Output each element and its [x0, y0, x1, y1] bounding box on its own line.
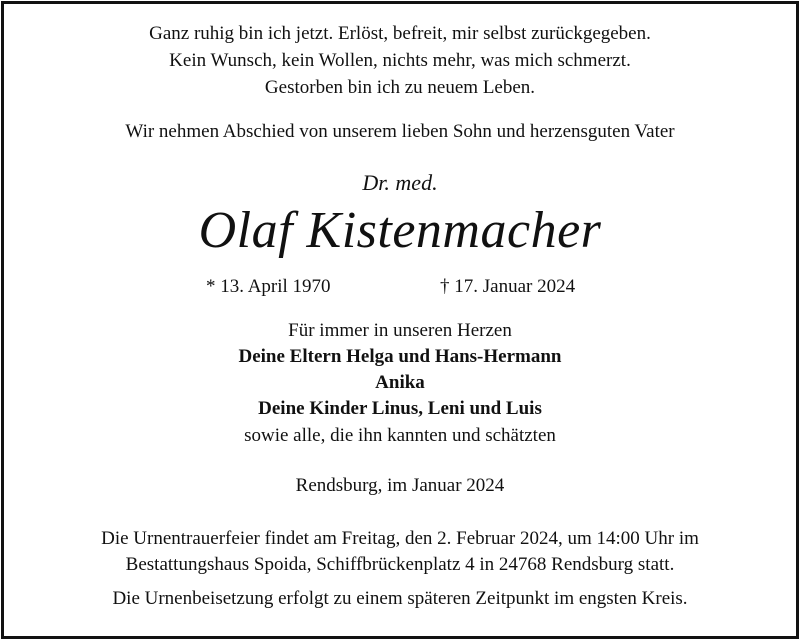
burial-note: Die Urnenbeisetzung erfolgt zu einem späteren Zeitpunkt im engsten Kreis.	[112, 588, 688, 609]
poem-line-3: Gestorben bin ich zu neuem Leben.	[264, 77, 536, 98]
birth-date: * 13. April 1970	[206, 276, 331, 297]
mourners-line-1: Für immer in unseren Herzen	[288, 320, 512, 341]
poem-line-2: Kein Wunsch, kein Wollen, nichts mehr, was mich schmerzt.	[169, 50, 631, 71]
place-date: Rendsburg, im Januar 2024	[295, 475, 505, 496]
academic-title: Dr. med.	[362, 170, 438, 195]
deceased-name: Olaf Kistenmacher	[198, 202, 602, 259]
farewell-intro: Wir nehmen Abschied von unserem lieben Sohn und herzensguten Vater	[125, 121, 675, 142]
mourners-line-3: Anika	[375, 372, 425, 393]
poem-line-1: Ganz ruhig bin ich jetzt. Erlöst, befreit, mir selbst zurückgegeben.	[149, 23, 651, 44]
ceremony-line-1: Die Urnentrauerfeier findet am Freitag, den 2. Februar 2024, um 14:00 Uhr im	[101, 528, 699, 549]
mourners-line-4: Deine Kinder Linus, Leni und Luis	[258, 398, 542, 419]
mourners-line-5: sowie alle, die ihn kannten und schätzten	[244, 425, 556, 446]
obituary-frame	[1, 1, 799, 639]
mourners-line-2: Deine Eltern Helga und Hans-Hermann	[238, 346, 562, 367]
ceremony-line-2: Bestattungshaus Spoida, Schiffbrückenplatz 4 in 24768 Rendsburg statt.	[125, 554, 675, 575]
death-date: † 17. Januar 2024	[440, 276, 576, 297]
